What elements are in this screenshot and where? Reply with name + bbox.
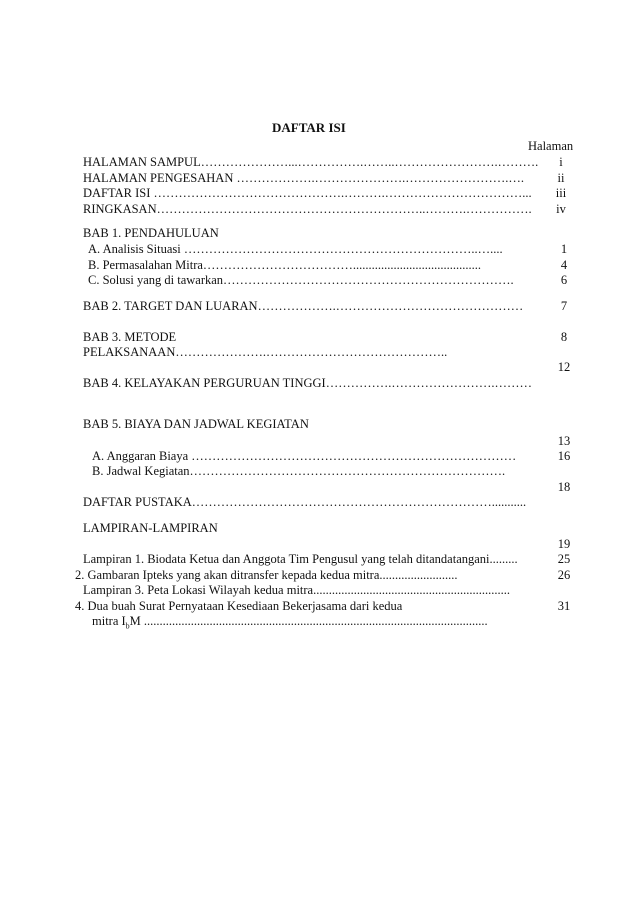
toc-page-number: iii [555,186,567,200]
toc-page-number: 6 [560,273,568,287]
toc-subscript: b [125,621,130,631]
toc-entry-ringkasan: RINGKASAN………………………………………………………..……….……………. [83,202,532,216]
toc-text: M .............................................................................................................. [129,614,488,628]
toc-page-number: ii [557,171,565,185]
toc-page-number: 26 [557,568,571,582]
toc-page-number: 18 [557,480,571,494]
toc-page-number: 25 [557,552,571,566]
toc-chapter-heading: LAMPIRAN-LAMPIRAN [83,521,218,535]
toc-entry-lampiran-4-cont [92,615,488,631]
toc-page-number: 16 [557,449,571,463]
toc-entry-bab-4: BAB 4. KELAYAKAN PERGURUAN TINGGI…………….…………………….……… [83,376,532,390]
toc-entry-solusi: C. Solusi yang di tawarkan……………………………………………………………. [88,273,514,287]
toc-page-number: 12 [557,360,571,374]
toc-page-number: 4 [560,258,568,272]
toc-chapter-heading: BAB 5. BIAYA DAN JADWAL KEGIATAN [83,417,309,431]
toc-entry-permasalahan-mitra: B. Permasalahan Mitra………………………………......................................... [88,258,482,272]
toc-entry-lampiran-3: Lampiran 3. Peta Lokasi Wilayah kedua mitra............................................................... [83,583,510,597]
toc-entry-bab-3: BAB 3. METODE [83,330,177,344]
toc-entry-pelaksanaan: PELAKSANAAN………………….…………………………………….. [83,345,448,359]
toc-chapter-heading: BAB 1. PENDAHULUAN [83,226,219,240]
toc-entry-jadwal-kegiatan: B. Jadwal Kegiatan…………………………………………………………………. [92,464,506,478]
page-title: DAFTAR ISI [272,120,346,135]
toc-page-number: 31 [557,599,571,613]
toc-entry-lampiran-1: Lampiran 1. Biodata Ketua dan Anggota Tim Pengusul yang telah ditandatangani......... [83,552,518,566]
toc-entry-halaman-pengesahan: HALAMAN PENGESAHAN ……………….………………….…………………….…. [83,171,524,185]
toc-entry-daftar-pustaka: DAFTAR PUSTAKA………………………………………………………………........... [83,495,527,509]
toc-entry-analisis-situasi: A. Analisis Situasi ……………………………………………………………..….... [88,242,503,256]
toc-page-number: 1 [560,242,568,256]
toc-page-number: iv [556,202,566,216]
toc-entry-anggaran-biaya: A. Anggaran Biaya …………………………………………………………………… [92,449,517,463]
toc-page-number: 19 [557,537,571,551]
toc-page-number: 13 [557,434,571,448]
toc-page-number: i [559,155,563,169]
toc-page-number: 7 [560,299,568,313]
toc-text: mitra I [92,614,126,628]
page-column-header: Halaman [528,139,574,153]
toc-entry-daftar-isi: DAFTAR ISI ……………………………………….……….……………………………... [83,186,532,200]
toc-page-number: 8 [560,330,568,344]
toc-entry-lampiran-4: 4. Dua buah Surat Pernyataan Kesediaan Bekerjasama dari kedua [75,599,403,613]
toc-entry-lampiran-2: 2. Gambaran Ipteks yang akan ditransfer kepada kedua mitra......................... [75,568,458,582]
toc-entry-halaman-sampul: HALAMAN SAMPUL…………………...…………….……..…………………….………. [83,155,539,169]
toc-entry-bab-2: BAB 2. TARGET DAN LUARAN……………….……………………………………… [83,299,524,313]
